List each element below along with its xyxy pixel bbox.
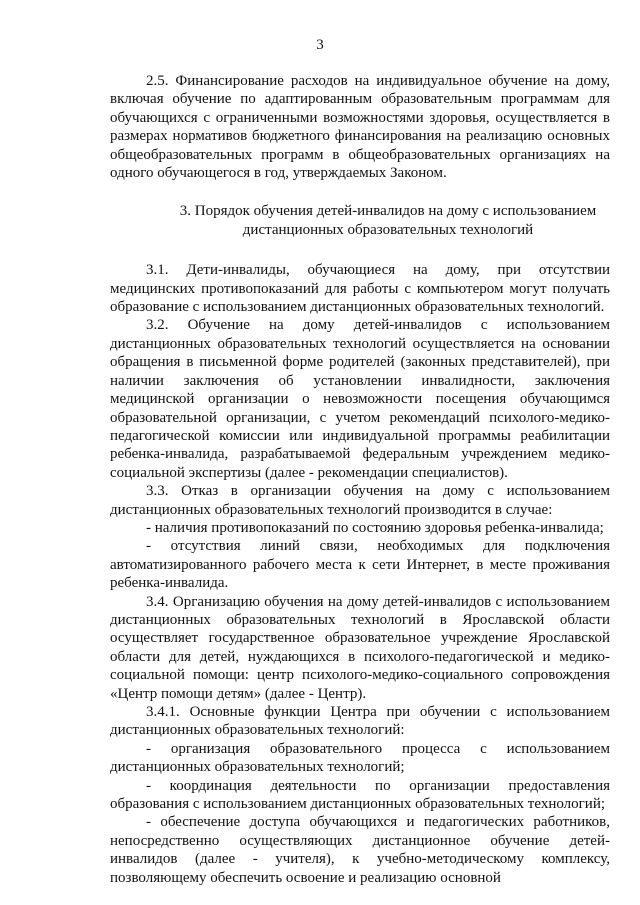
list-item-no-connection: - отсутствия линий связи, необходимых для подключения автоматизированного рабочего места к сети Интернет, в месте проживания ребенка-инвалида. <box>110 538 610 592</box>
list-item-organization: - организация образовательного процесса с использованием дистанционных образовательных технологий; <box>110 740 610 776</box>
section-3-heading-line-2: дистанционных образовательных технологий <box>242 221 534 238</box>
document-body <box>110 72 610 887</box>
list-item-contraindications: - наличия противопоказаний по состоянию здоровья ребенка-инвалида; <box>146 519 604 536</box>
section-3-heading <box>110 202 610 239</box>
section-3-heading-line-1: 3. Порядок обучения детей-инвалидов на дому с использованием <box>179 203 597 220</box>
paragraph-3-1: 3.1. Дети-инвалиды, обучающиеся на дому, при отсутствии медицинских противопоказаний для работы с компьютером могут получать образование с использованием дистанционных образовательных технологий. <box>110 262 610 316</box>
paragraph-3-2: 3.2. Обучение на дому детей-инвалидов с использованием дистанционных образовательных технологий осуществляется на основании обращения в письменной форме родителей (законных представителей), при наличии заключения об установлении инвалидности, заключения медицинской организации о невозможности посещения обучающимся образовательной организации, с учетом рекомендаций психолого-медико-педагогической комиссии или индивидуальной программы реабилитации ребенка-инвалида, разрабатываемой федеральным учреждением медико-социальной экспертизы (далее - рекомендации специалистов). <box>110 317 610 481</box>
paragraph-3-3: 3.3. Отказ в организации обучения на дому с использованием дистанционных образовательных технологий производится в случае: <box>110 483 610 518</box>
paragraph-2-5: 2.5. Финансирование расходов на индивидуальное обучение на дому, включая обучение по адаптированным образовательным программам для обучающихся с ограниченными возможностями здоровья, осуществляется в размерах нормативов бюджетного финансирования на реализацию основных общеобразовательных программ в общеобразовательных организациях на одного обучающегося в год, утверждаемых Законом. <box>110 73 610 182</box>
page-number: 3 <box>316 37 324 53</box>
list-item-coordination: - координация деятельности по организации предоставления образования с использованием дистанционных образовательных технологий; <box>110 777 610 813</box>
paragraph-3-4-1: 3.4.1. Основные функции Центра при обучении с использованием дистанционных образовательных технологий: <box>110 704 610 739</box>
paragraph-3-4: 3.4. Организацию обучения на дому детей-инвалидов с использованием дистанционных образовательных технологий в Ярославской области осуществляет государственное образовательное учреждение Ярославской области для детей, нуждающихся в психолого-педагогической и медико-социальной помощи: центр психолого-медико-социального сопровождения «Центр помощи детям» (далее - Центр). <box>110 593 610 702</box>
list-item-access: - обеспечение доступа обучающихся и педагогических работников, непосредственно осуществляющих дистанционное обучение детей-инвалидов (далее - учителя), к учебно-методическому комплексу, позволяющему обеспечить освоение и реализацию основной <box>110 814 610 886</box>
